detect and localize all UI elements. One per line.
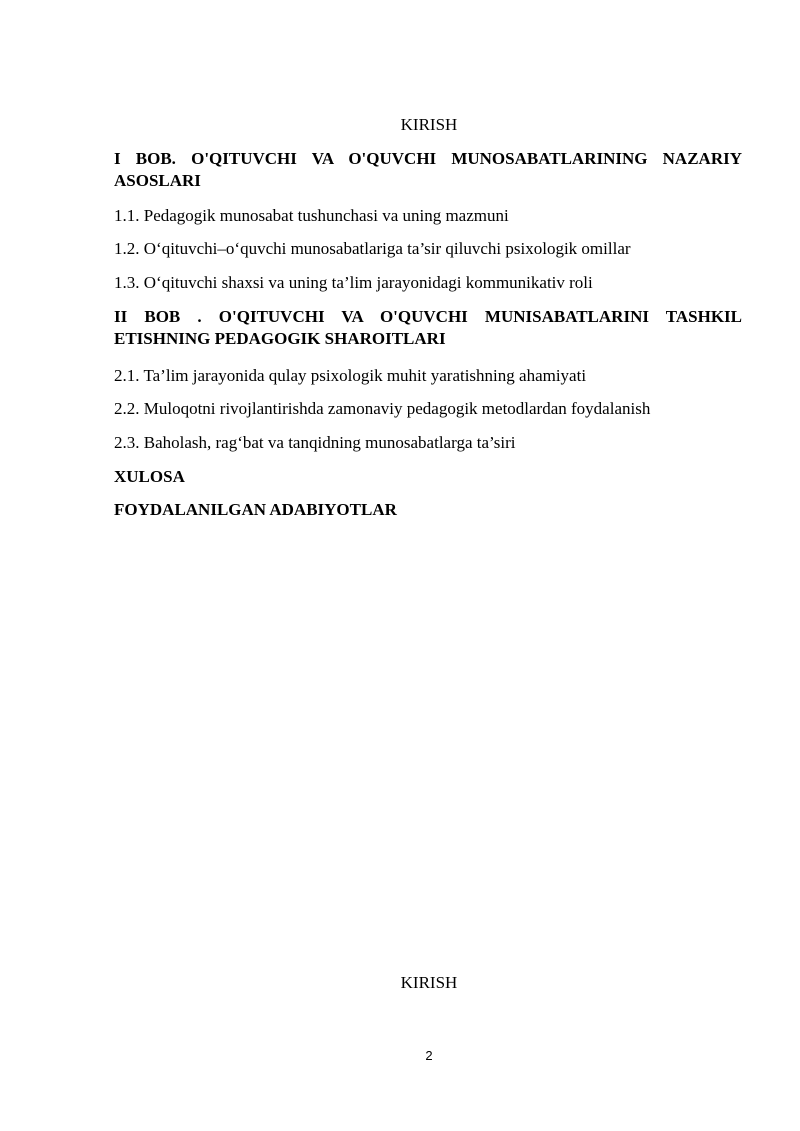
intro-heading: KIRISH xyxy=(400,973,458,992)
toc-item-2-2: 2.2. Muloqotni rivojlantirishda zamonaviy pedagogik metodlardan foydalanish xyxy=(114,399,651,418)
toc-conclusion: XULOSA xyxy=(114,467,185,486)
toc-item-1-1: 1.1. Pedagogik munosabat tushunchasi va uning mazmuni xyxy=(114,206,509,225)
chapter-1-title: I BOB. O'QITUVCHI VA O'QUVCHI MUNOSABATLARINING NAZARIY ASOSLARI xyxy=(114,149,742,190)
toc-references: FOYDALANILGAN ADABIYOTLAR xyxy=(114,500,397,519)
chapter-2-title: II BOB . O'QITUVCHI VA O'QUVCHI MUNISABATLARINI TASHKIL ETISHNING PEDAGOGIK SHAROITLARI xyxy=(114,307,742,348)
toc-item-1-3: 1.3. O‘qituvchi shaxsi va uning ta’lim jarayonidagi kommunikativ roli xyxy=(114,273,593,292)
page-number: 2 xyxy=(425,1048,433,1063)
toc-heading: KIRISH xyxy=(400,115,458,134)
toc-item-1-2: 1.2. O‘qituvchi–o‘quvchi munosabatlariga ta’sir qiluvchi psixologik omillar xyxy=(114,239,631,258)
toc-item-2-3: 2.3. Baholash, rag‘bat va tanqidning munosabatlarga ta’siri xyxy=(114,433,516,452)
toc-item-2-1: 2.1. Ta’lim jarayonida qulay psixologik muhit yaratishning ahamiyati xyxy=(114,366,587,385)
